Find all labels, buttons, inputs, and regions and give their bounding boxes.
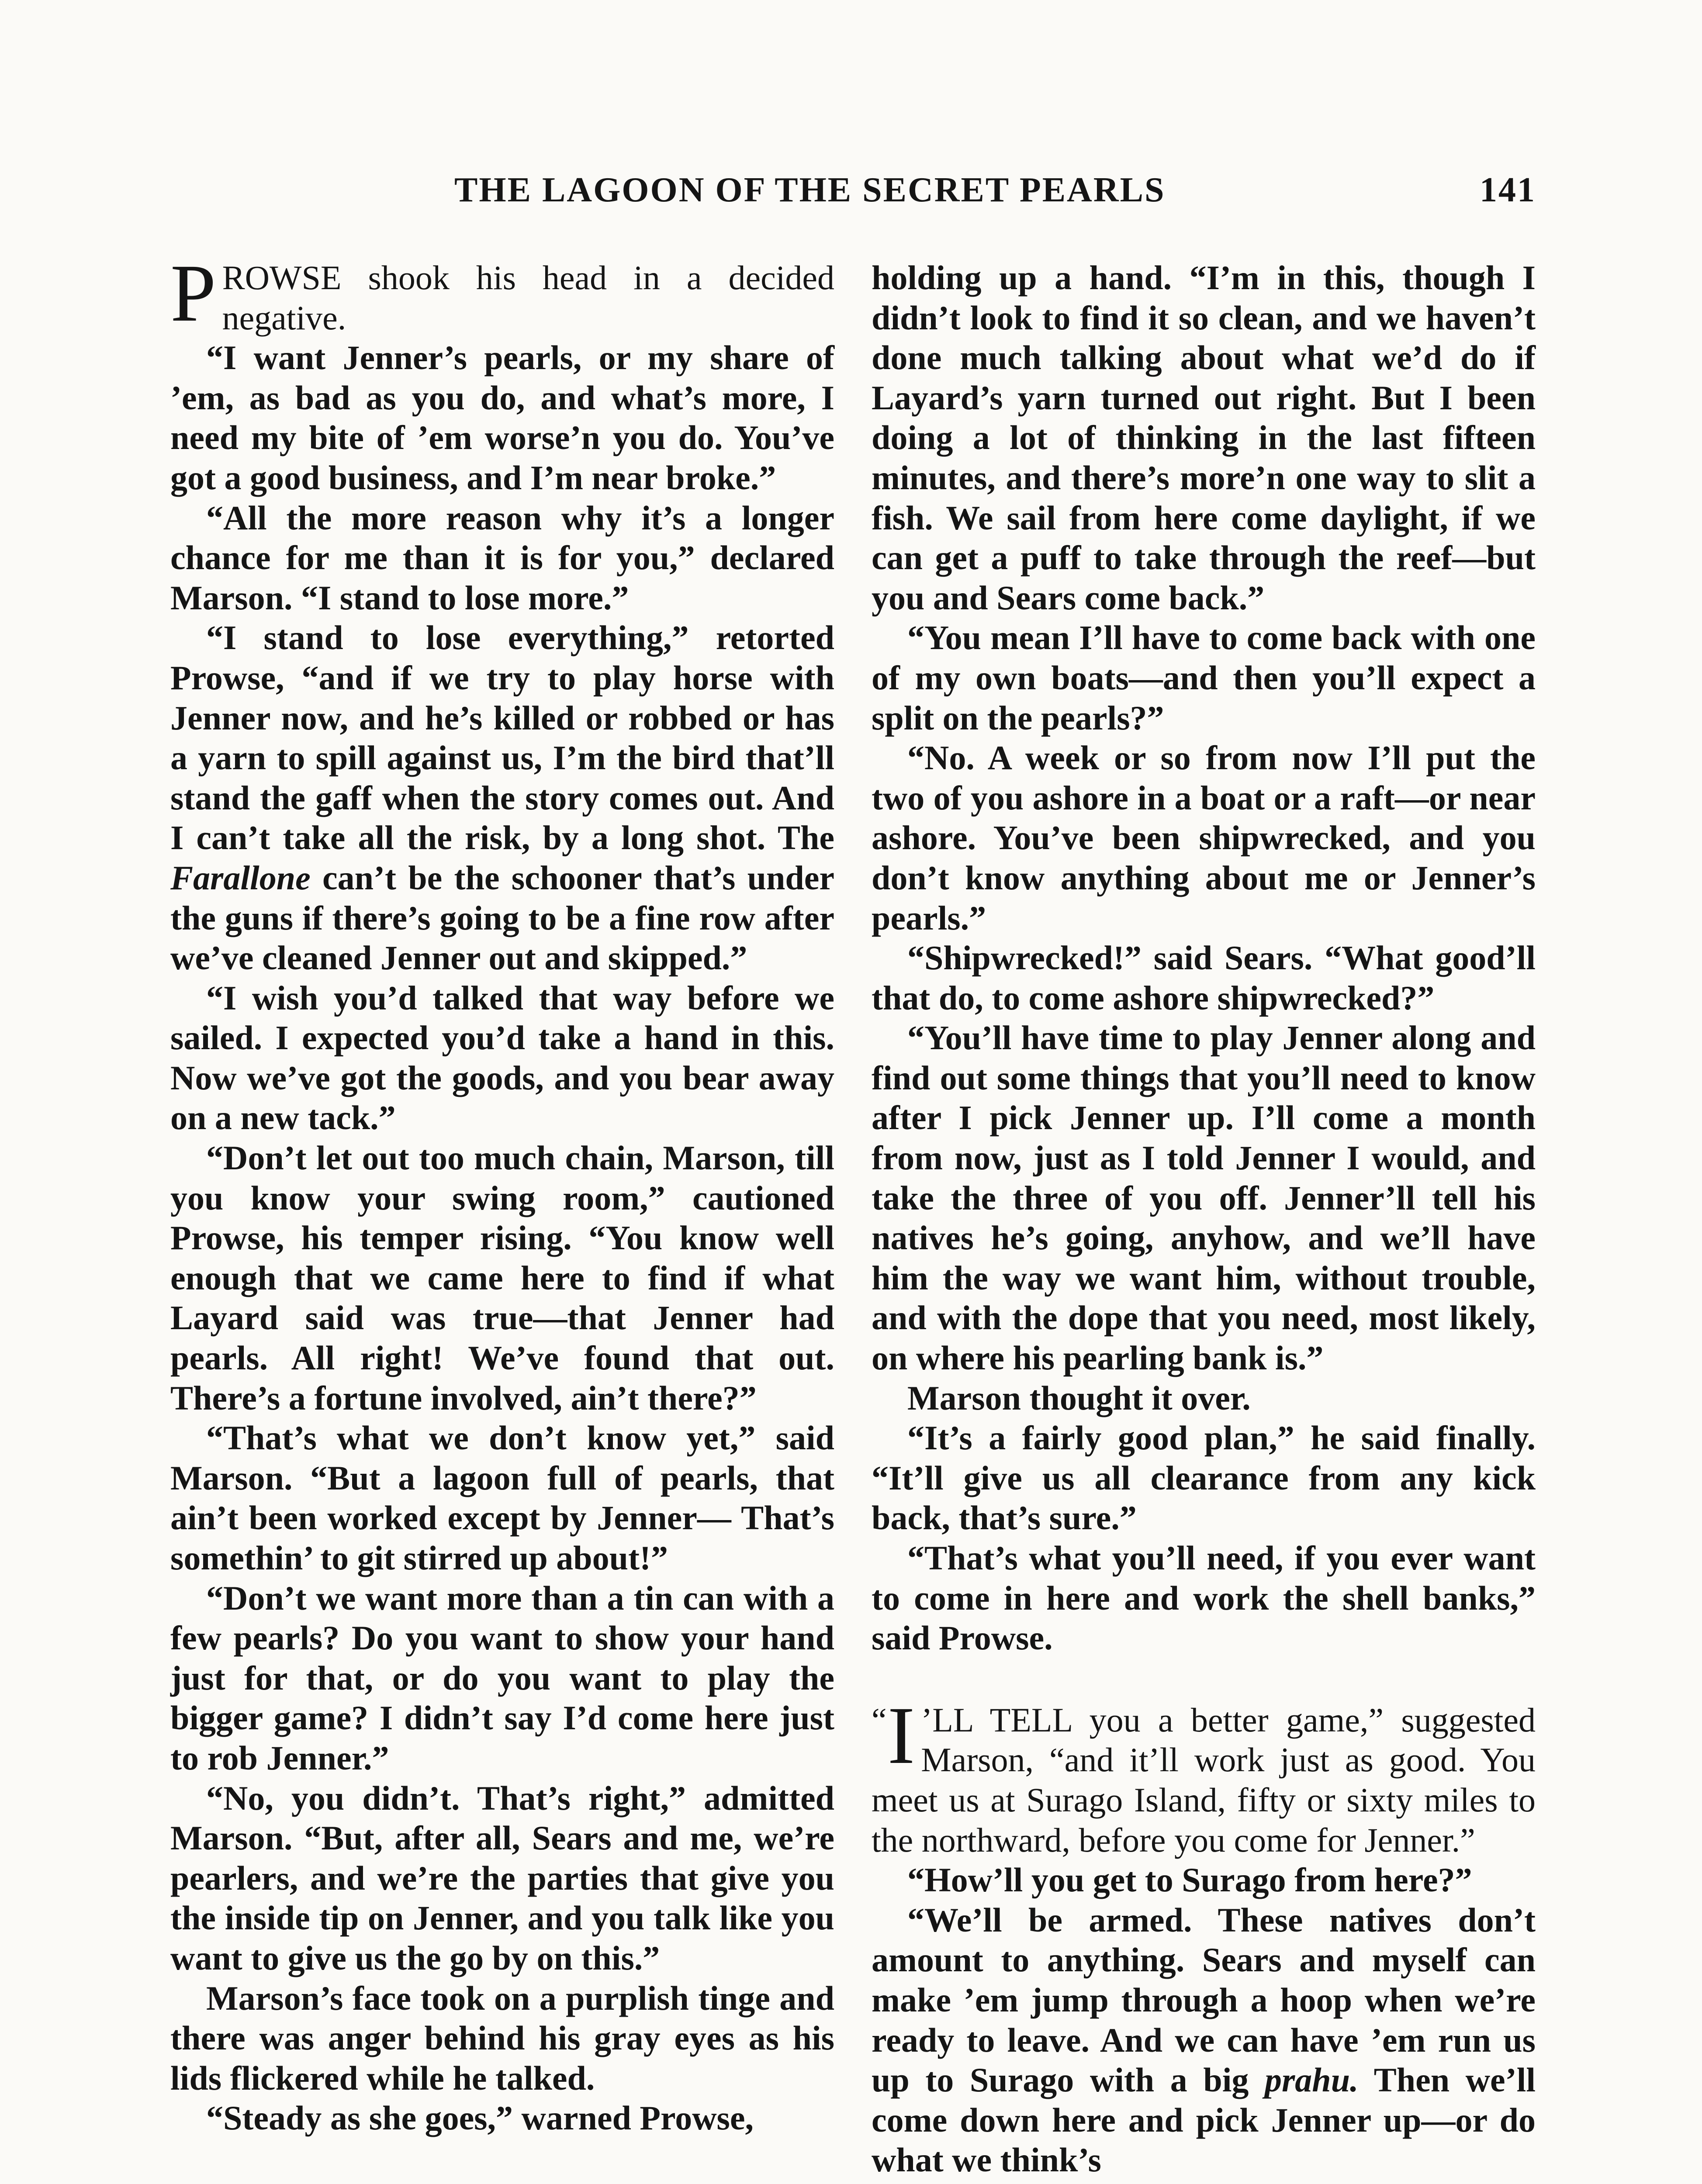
left-column [170, 247, 834, 2138]
paragraph: “All the more reason why it’s a longer chance for me than it is for you,” declared Marson. “I stand to lose more.” [170, 498, 834, 617]
paragraph: holding up a hand. “I’m in this, though I didn’t look to find it so clean, and we haven’t done much talking about what we’d do if Layard’s yarn turned out right. But I been doing a lot of thinking in the last fifteen minutes, and there’s more’n one way to slit a fish. We sail from here come daylight, if we can get a puff to take through the reef—but you and Sears come back.” [872, 259, 1536, 617]
opening-caps: ROWSE [222, 259, 342, 297]
paragraph-text: can’t be the schooner that’s under the guns if there’s going to be a fine row after we’ve cleaned Jenner out and skipped.” [170, 858, 834, 977]
paragraph [872, 1900, 1536, 2180]
italic-word: prahu. [1264, 2061, 1359, 2099]
paragraph: “No. A week or so from now I’ll put the two of you ashore in a boat or a raft—or near ashore. You’ve been shipwrecked, and you don’t know anything about me or Jenner’s pearls.” [872, 739, 1536, 937]
paragraph: “You’ll have time to play Jenner along and find out some things that you’ll need to know after I pick Jenner up. I’ll come a month from now, just as I told Jenner I would, and take the three of you off. Jenner’ll tell his natives he’s going, anyhow, and we’ll have him the way we want him, without trouble, and with the dope that you need, most likely, on where his pearling bank is.” [872, 1019, 1536, 1377]
paragraph [170, 618, 834, 978]
page-header [454, 166, 1536, 223]
paragraph: “No, you didn’t. That’s right,” admitted Marson. “But, after all, Sears and me, we’re pearlers, and we’re the parties that give you the inside tip on Jenner, and you talk like you want to give us the go by on this.” [170, 1779, 834, 1977]
paragraph-text: you a better game,” suggested Marson, “and it’ll work just as good. You meet us at Surago Island, fifty or sixty miles to the northward, before you come for Jenner.” [872, 1700, 1536, 1859]
section-break [872, 1658, 1536, 1700]
paragraph: “Don’t let out too much chain, Marson, till you know your swing room,” cautioned Prowse, his temper rising. “You know well enough that we came here to find if what Layard said was true—that Jenner had pearls. All right! We’ve found that out. There’s a fortune involved, ain’t there?” [170, 1139, 834, 1417]
opening-quote: “ [872, 1700, 887, 1739]
paragraph: “That’s what we don’t know yet,” said Marson. “But a lagoon full of pearls, that ain’t been worked except by Jenner— That’s somethin’ to git stirred up about!” [170, 1419, 834, 1577]
paragraph: “How’ll you get to Surago from here?” [907, 1861, 1472, 1899]
page-number: 141 [1480, 171, 1536, 209]
right-column [872, 258, 1536, 2180]
paragraph: “Shipwrecked!” said Sears. “What good’ll that do, to come ashore shipwrecked?” [872, 939, 1536, 1017]
paragraph [170, 247, 834, 339]
paragraph: Marson thought it over. [907, 1379, 1251, 1417]
paragraph-text: “We’ll be armed. These natives don’t amount to anything. Sears and myself can make ’em jump through a hoop when we’re ready to leave. And we can have ’em run us up to Surago with a big [872, 1901, 1536, 2099]
paragraph [872, 1689, 1536, 1860]
paragraph-text: Then we’ll come down here and pick Jenner up—or do what we think’s [872, 2061, 1536, 2179]
paragraph: “It’s a fairly good plan,” he said finally. “It’ll give us all clearance from any kick back, that’s sure.” [872, 1419, 1536, 1537]
paragraph: “Steady as she goes,” warned Prowse, [206, 2099, 754, 2137]
drop-cap: P [170, 247, 216, 339]
drop-cap: I [887, 1689, 915, 1781]
paragraph: “I wish you’d talked that way before we sailed. I expected you’d take a hand in this. Now we’ve got the goods, and you bear away on a new tack.” [170, 978, 834, 1137]
running-title: THE LAGOON OF THE SECRET PEARLS [454, 171, 1166, 209]
paragraph-text: “I stand to lose everything,” retorted Prowse, “and if we try to play horse with Jenner now, and he’s killed or robbed or has a yarn to spill against us, I’m the bird that’ll stand the gaff when the story comes out. And I can’t take all the risk, by a long shot. The [170, 619, 834, 857]
paragraph: “I want Jenner’s pearls, or my share of ’em, as bad as you do, and what’s more, I need my bite of ’em worse’n you do. You’ve got a good business, and I’m near broke.” [170, 339, 834, 497]
paragraph: Marson’s face took on a purplish tinge and there was anger behind his gray eyes as his lids flickered while he talked. [170, 1979, 834, 2097]
opening-caps: ’LL TELL [921, 1700, 1072, 1739]
paragraph: “You mean I’ll have to come back with one of my own boats—and then you’ll expect a split on the pearls?” [872, 619, 1536, 737]
paragraph-text: shook his head in a decided negative. [222, 259, 834, 337]
italic-ship-name: Farallone [170, 858, 311, 897]
paragraph: “Don’t we want more than a tin can with a few pearls? Do you want to show your hand just for that, or do you want to play the bigger game? I didn’t say I’d come here just to rob Jenner.” [170, 1579, 834, 1777]
paragraph: “That’s what you’ll need, if you ever want to come in here and work the shell banks,” said Prowse. [872, 1539, 1536, 1657]
